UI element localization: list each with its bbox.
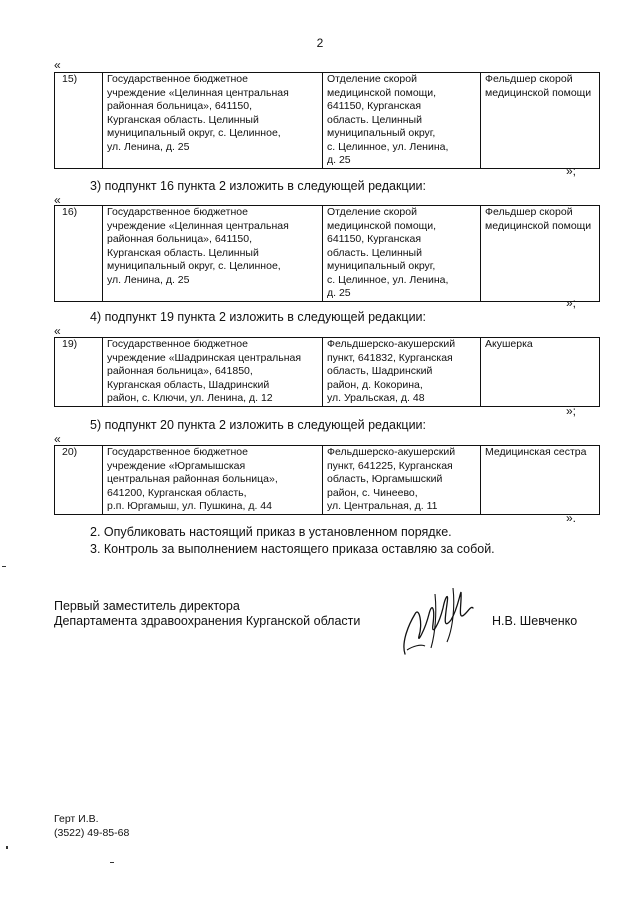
position-line: медицинской помощи	[485, 219, 592, 232]
unit-line: область, Шадринский	[327, 365, 433, 377]
row-number: 20)	[55, 446, 103, 515]
handwritten-signature	[395, 584, 480, 669]
unit-cell	[323, 73, 481, 169]
table-item-15	[54, 72, 600, 169]
unit-line: д. 25	[327, 154, 351, 166]
close-quote: »;	[566, 296, 577, 310]
unit-line: 641150, Курганская	[327, 233, 422, 245]
institution-cell	[103, 446, 323, 515]
item-3-text: 3) подпункт 16 пункта 2 изложить в следующей редакции:	[90, 179, 427, 193]
unit-line: медицинской помощи,	[327, 86, 437, 99]
position-cell	[481, 446, 600, 515]
item-5-text: 5) подпункт 20 пункта 2 изложить в следующей редакции:	[90, 418, 427, 432]
unit-line: Отделение скорой	[327, 73, 417, 85]
unit-line: медицинской помощи,	[327, 219, 437, 232]
institution-line: районная больница», 641850,	[107, 365, 253, 377]
position-cell	[481, 338, 600, 407]
open-quote: «	[54, 432, 61, 446]
unit-cell	[323, 338, 481, 407]
unit-line: область, Юргамышский	[327, 473, 443, 485]
unit-line: Отделение скорой	[327, 206, 417, 218]
unit-line: ул. Уральская, д. 48	[327, 392, 425, 404]
item-4-text: 4) подпункт 19 пункта 2 изложить в следующей редакции:	[90, 310, 427, 324]
institution-line: Курганская область, Шадринский	[107, 378, 270, 391]
institution-line: р.п. Юргамыш, ул. Пушкина, д. 44	[107, 500, 272, 512]
institution-line: учреждение «Целинная центральная	[107, 86, 289, 99]
institution-line: Курганская область. Целинный	[107, 246, 259, 259]
institution-line: Государственное бюджетное	[107, 206, 248, 218]
signatory-name: Н.В. Шевченко	[492, 614, 578, 628]
institution-cell	[103, 73, 323, 169]
unit-line: пункт, 641225, Курганская	[327, 459, 453, 472]
institution-line: Курганская область. Целинный	[107, 113, 259, 126]
executor-phone: (3522) 49-85-68	[54, 827, 130, 839]
unit-line: район, д. Кокорина,	[327, 378, 423, 391]
institution-line: Государственное бюджетное	[107, 73, 248, 85]
institution-line: район, с. Ключи, ул. Ленина, д. 12	[107, 392, 273, 404]
signatory-title-line-1: Первый заместитель директора	[54, 599, 240, 613]
open-quote: «	[54, 193, 61, 207]
close-quote: »;	[566, 164, 577, 178]
unit-line: область. Целинный	[327, 113, 422, 126]
clause-2: 2. Опубликовать настоящий приказ в установленном порядке.	[90, 525, 452, 539]
unit-line: район, с. Чинеево,	[327, 486, 418, 499]
position-line: Фельдшер скорой	[485, 206, 573, 218]
unit-line: пункт, 641832, Курганская	[327, 351, 453, 364]
unit-line: д. 25	[327, 287, 351, 299]
unit-line: с. Целинное, ул. Ленина,	[327, 140, 449, 153]
institution-line: Государственное бюджетное	[107, 446, 248, 458]
institution-line: ул. Ленина, д. 25	[107, 273, 190, 286]
institution-cell	[103, 206, 323, 302]
position-line: Фельдшер скорой	[485, 73, 573, 85]
unit-line: муниципальный округ,	[327, 260, 436, 272]
unit-line: ул. Центральная, д. 11	[327, 500, 438, 512]
scan-mark	[6, 846, 8, 849]
unit-line: с. Целинное, ул. Ленина,	[327, 273, 449, 286]
close-quote: »;	[566, 404, 577, 418]
institution-line: муниципальный округ, с. Целинное,	[107, 127, 281, 139]
executor-name: Герт И.В.	[54, 813, 99, 825]
table-item-16	[54, 205, 600, 302]
institution-line: районная больница», 641150,	[107, 233, 253, 245]
institution-line: учреждение «Целинная центральная	[107, 219, 289, 232]
institution-line: центральная районная больница»,	[107, 473, 278, 485]
clause-3: 3. Контроль за выполнением настоящего приказа оставляю за собой.	[90, 542, 495, 556]
page-number: 2	[316, 36, 324, 50]
position-cell	[481, 206, 600, 302]
unit-line: муниципальный округ,	[327, 127, 436, 139]
table-item-20	[54, 445, 600, 515]
scan-mark	[2, 566, 6, 567]
position-line: Медицинская сестра	[485, 446, 587, 458]
row-number: 16)	[55, 206, 103, 302]
unit-line: Фельдшерско-акушерский	[327, 446, 456, 458]
signatory-title-line-2: Департамента здравоохранения Курганской области	[54, 614, 361, 628]
row-number: 19)	[55, 338, 103, 407]
unit-line: область. Целинный	[327, 246, 422, 259]
unit-line: 641150, Курганская	[327, 100, 422, 112]
close-quote-final: ».	[566, 511, 577, 525]
institution-line: муниципальный округ, с. Целинное,	[107, 260, 281, 272]
institution-line: 641200, Курганская область,	[107, 486, 247, 499]
open-quote: «	[54, 324, 61, 338]
position-line: медицинской помощи	[485, 86, 592, 99]
institution-line: Государственное бюджетное	[107, 338, 248, 350]
institution-line: ул. Ленина, д. 25	[107, 140, 190, 153]
institution-line: учреждение «Юргамышская	[107, 459, 246, 472]
position-cell	[481, 73, 600, 169]
position-line: Акушерка	[485, 338, 533, 350]
unit-cell	[323, 206, 481, 302]
table-item-19	[54, 337, 600, 407]
unit-line: Фельдшерско-акушерский	[327, 338, 456, 350]
scan-mark	[110, 862, 114, 863]
open-quote: «	[54, 58, 61, 72]
institution-line: районная больница», 641150,	[107, 100, 253, 112]
row-number: 15)	[55, 73, 103, 169]
institution-cell	[103, 338, 323, 407]
institution-line: учреждение «Шадринская центральная	[107, 351, 302, 364]
unit-cell	[323, 446, 481, 515]
